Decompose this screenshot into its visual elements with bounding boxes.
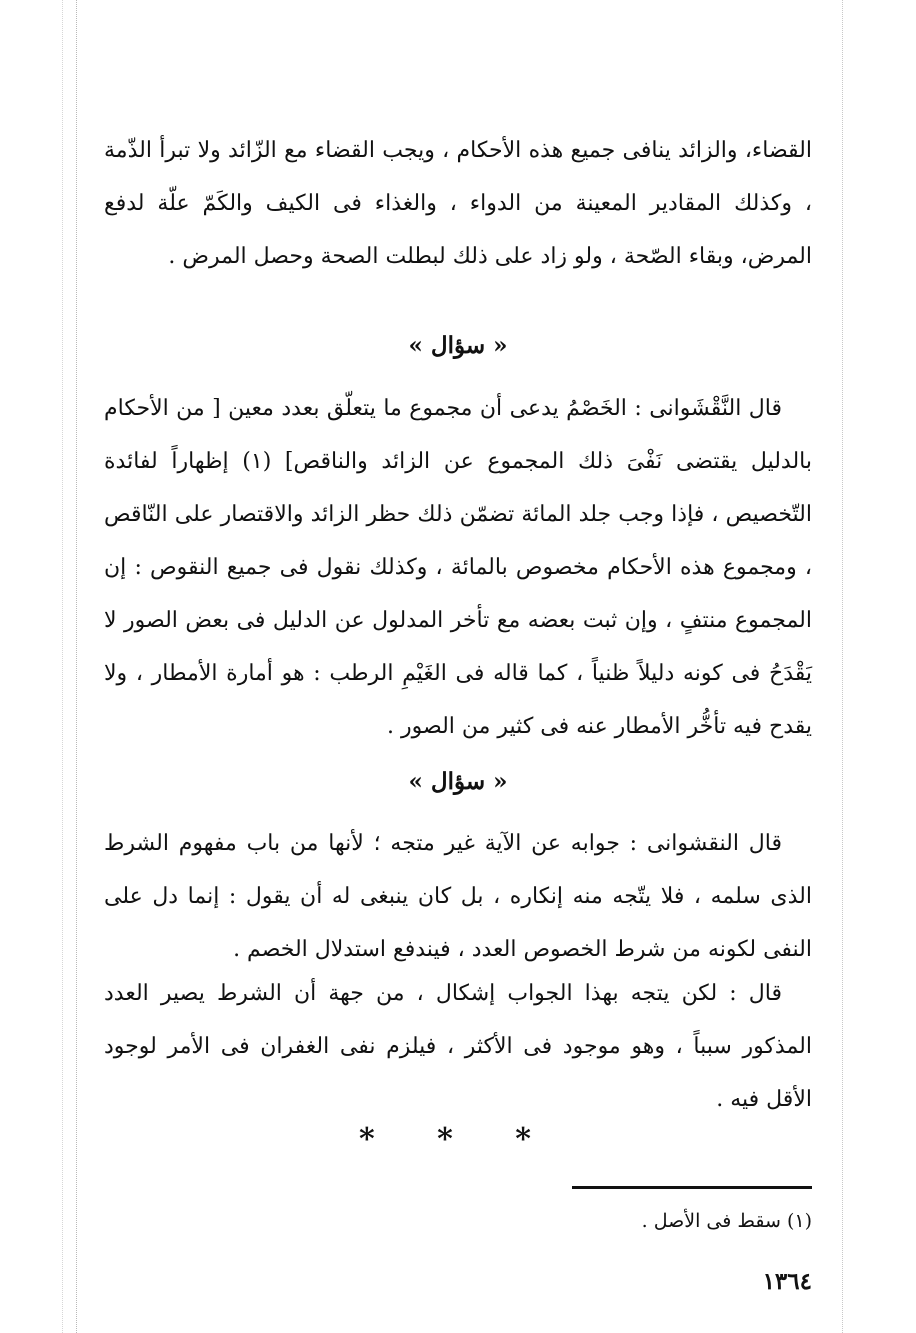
section-heading-question: « سؤال »	[408, 332, 508, 359]
footnote-divider	[572, 1186, 812, 1189]
paragraph-text: قال النَّقْشَوانى : الخَصْمُ يدعى أن مجموع ما يتعلّق بعدد معين [ من الأحكام بالدليل يقتضى نَفْىَ ذلك المجموع عن الزائد والناقص] (١) إظهاراً لفائدة التّخصيص ، فإذا وجب جلد المائة تضمّن ذلك حظر الزائد والاقتصار على النّاقص ، ومجموع هذه الأحكام مخصوص بالمائة ، وكذلك نقول فى جميع النقوص : إن المجموع منتفٍ ، وإن ثبت بعضه مع تأخر المدلول عن الدليل فى بعض الصور لا يَقْدَحُ فى كونه دليلاً ظنياً ، كما قاله فى الغَيْمِ الرطب : هو أمارة الأمطار ، ولا يقدح فيه تأخُّر الأمطار عنه فى كثير من الصور .	[104, 396, 812, 739]
paragraph-text: قال : لكن يتجه بهذا الجواب إشكال ، من جهة أن الشرط يصير العدد المذكور سبباً ، وهو موجود فى الأكثر ، فيلزم نفى الغفران فى الأمر لوجود الأقل فيه .	[104, 981, 812, 1112]
paragraph-text: قال النقشوانى : جوابه عن الآية غير متجه ؛ لأنها من باب مفهوم الشرط الذى سلمه ، فلا يتّجه منه إنكاره ، بل كان ينبغى له أن يقول : إنما دل على النفى لكونه من شرط الخصوص العدد ، فيندفع استدلال الخصم .	[104, 831, 812, 962]
scan-edge-line	[62, 0, 63, 1333]
page-number: ١٣٦٤	[762, 1268, 812, 1295]
footnote: (١) سقط فى الأصل .	[641, 1210, 812, 1232]
scan-edge-line	[842, 0, 843, 1333]
scan-edge-line	[76, 0, 77, 1333]
section-heading-question: « سؤال »	[408, 768, 508, 795]
paragraph-objection	[104, 967, 812, 1126]
paragraph-continuation: القضاء، والزائد ينافى جميع هذه الأحكام ، ويجب القضاء مع الزّائد ولا تبرأ الذّمة ، وكذلك المقادير المعينة من الدواء ، والغذاء فى الكيف والكَمّ علّة لدفع المرض، وبقاء الصّحة ، ولو زاد على ذلك لبطلت الصحة وحصل المرض .	[104, 138, 812, 269]
paragraph-naqshawani-1	[104, 382, 812, 753]
paragraph-naqshawani-2	[104, 817, 812, 976]
section-separator-stars: * * *	[359, 1122, 557, 1157]
